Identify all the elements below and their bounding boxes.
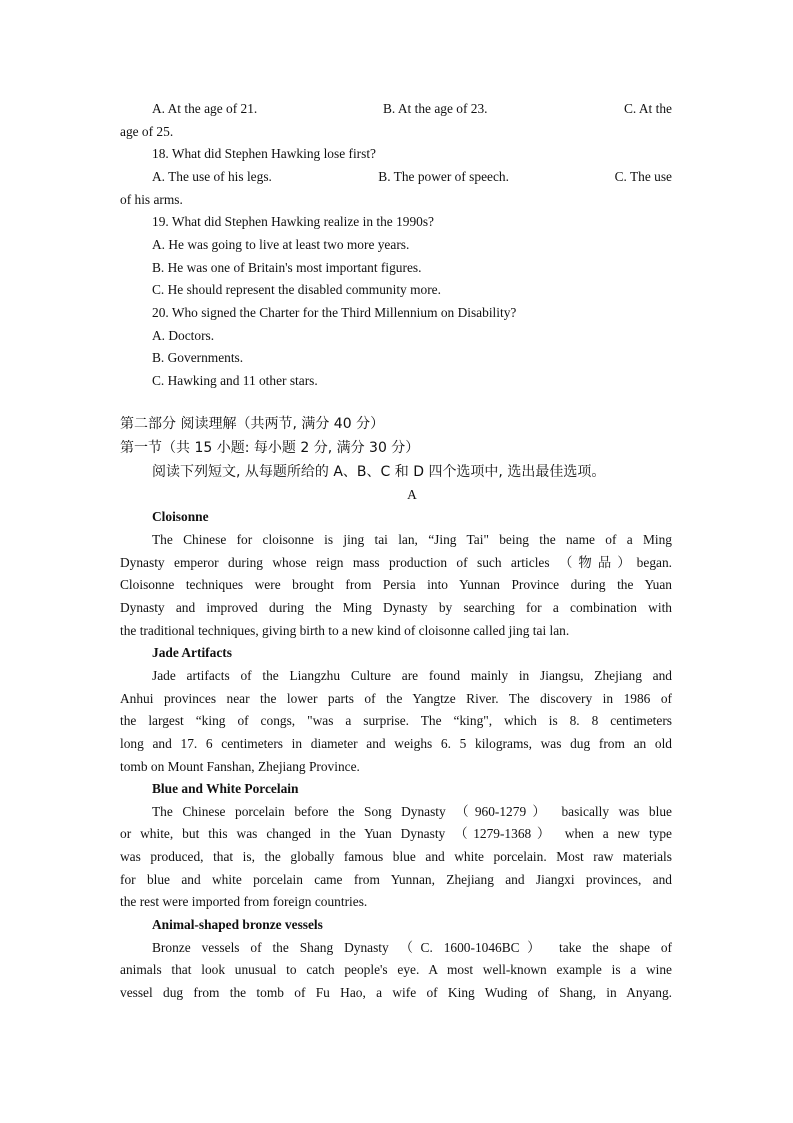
q19-question: 19. What did Stephen Hawking realize in the 1990s?: [152, 214, 435, 229]
cloisonne-title: Cloisonne: [152, 509, 209, 524]
q20-option-a: A. Doctors.: [152, 328, 215, 343]
q18-option-a: A. The use of his legs.: [152, 169, 272, 184]
q18-option-c: C. The use: [614, 169, 672, 184]
bronze-title: Animal-shaped bronze vessels: [152, 917, 323, 932]
q18-option-c-cont: of his arms.: [120, 192, 183, 207]
q18-option-b: B. The power of speech.: [378, 169, 509, 184]
q19-option-b: B. He was one of Britain's most important figures.: [152, 260, 422, 275]
cloisonne-line: Cloisonne techniques were brought from Persia into Yunnan Province during the Yuan: [120, 577, 672, 592]
part2-heading: 第二部分 阅读理解（共两节, 满分 40 分）: [120, 416, 385, 432]
q19-option-a: A. He was going to live at least two more years.: [152, 237, 410, 252]
q17-options-row: [152, 98, 672, 121]
porcelain-line: the rest were imported from foreign countries.: [120, 894, 368, 909]
instructions: 阅读下列短文, 从每题所给的 A、B、C 和 D 四个选项中, 选出最佳选项。: [152, 464, 606, 480]
jade-line: Anhui provinces near the lower parts of the Yangtze River. The discovery in 1986 of: [120, 691, 672, 706]
q19-option-c: C. He should represent the disabled community more.: [152, 282, 441, 297]
cloisonne-line: the traditional techniques, giving birth to a new kind of cloisonne called jing tai lan.: [120, 623, 570, 638]
q18-options-row: [152, 166, 672, 189]
q17-option-a: A. At the age of 21.: [152, 101, 258, 116]
porcelain-line: or white, but this was changed in the Yuan Dynasty （1279-1368） when a new type: [120, 826, 672, 841]
q20-option-c: C. Hawking and 11 other stars.: [152, 373, 318, 388]
bronze-line: Bronze vessels of the Shang Dynasty （C. 1600-1046BC） take the shape of: [152, 940, 672, 955]
section1-heading: 第一节（共 15 小题: 每小题 2 分, 满分 30 分）: [120, 440, 420, 456]
cloisonne-line: Dynasty emperor during whose reign mass production of such articles （物品）began.: [120, 555, 672, 570]
porcelain-title: Blue and White Porcelain: [152, 781, 299, 796]
cloisonne-line: The Chinese for cloisonne is jing tai lan, “Jing Tai" being the name of a Ming: [152, 532, 672, 547]
jade-line: long and 17. 6 centimeters in diameter and weighs 6. 5 kilograms, was dug from an old: [120, 736, 672, 751]
jade-line: tomb on Mount Fanshan, Zhejiang Province.: [120, 759, 360, 774]
q18-question: 18. What did Stephen Hawking lose first?: [152, 146, 377, 161]
q17-option-b: B. At the age of 23.: [383, 101, 488, 116]
q17-option-c-cont: age of 25.: [120, 124, 174, 139]
q20-option-b: B. Governments.: [152, 350, 244, 365]
bronze-line: animals that look unusual to catch people's eye. A most well-known example is a wine: [120, 962, 672, 977]
porcelain-line: for blue and white porcelain came from Yunnan, Zhejiang and Jiangxi provinces, and: [120, 872, 672, 887]
cloisonne-line: Dynasty and improved during the Ming Dynasty by searching for a combination with: [120, 600, 672, 615]
jade-title: Jade Artifacts: [152, 645, 232, 660]
q17-option-c: C. At the: [624, 101, 672, 116]
porcelain-line: was produced, that is, the globally famous blue and white porcelain. Most raw materials: [120, 849, 672, 864]
jade-line: Jade artifacts of the Liangzhu Culture are found mainly in Jiangsu, Zhejiang and: [152, 668, 672, 683]
jade-line: the largest “king of congs, "was a surprise. The “king", which is 8. 8 centimeters: [120, 713, 672, 728]
porcelain-line: The Chinese porcelain before the Song Dynasty （960-1279） basically was blue: [152, 804, 672, 819]
bronze-line: vessel dug from the tomb of Fu Hao, a wife of King Wuding of Shang, in Anyang.: [120, 985, 672, 1000]
q20-question: 20. Who signed the Charter for the Third Millennium on Disability?: [152, 305, 517, 320]
passage-label: A: [407, 487, 417, 502]
